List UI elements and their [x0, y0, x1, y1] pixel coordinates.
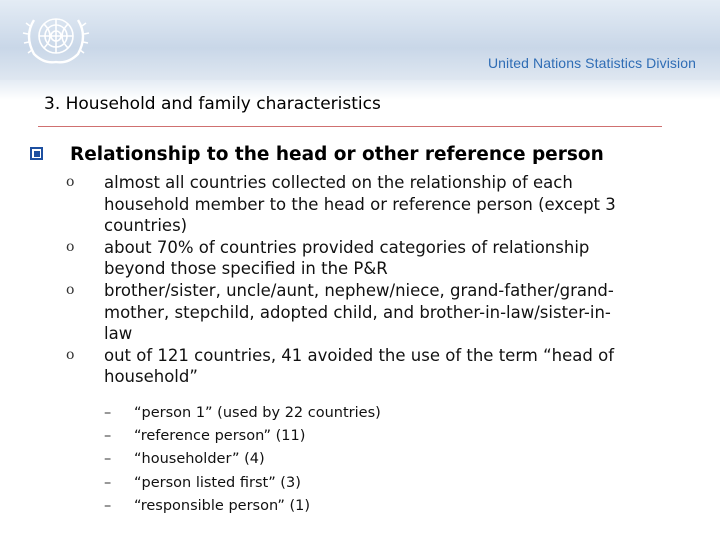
dash-marker: –: [104, 497, 112, 514]
sub-bullet-text: “person listed first” (3): [134, 474, 301, 491]
sub-bullet-item: [104, 448, 664, 471]
bullet-list: [66, 172, 676, 388]
bullet-line: brother/sister, uncle/aunt, nephew/niece, grand-father/grand-: [104, 280, 614, 300]
sub-bullet-item: [104, 495, 664, 518]
bullet-marker: o: [66, 346, 75, 363]
sub-bullet-text: “person 1” (used by 22 countries): [134, 405, 381, 421]
dash-marker: –: [104, 474, 112, 491]
bullet-line: beyond those specified in the P&R: [104, 259, 388, 279]
title-divider: [38, 126, 662, 127]
bullet-marker: o: [66, 174, 75, 190]
bullet-marker: o: [66, 281, 75, 298]
heading-text: Relationship to the head or other reference person: [70, 144, 604, 165]
sub-bullet-item: [104, 402, 664, 425]
checkbox-bullet-icon: [30, 147, 43, 160]
bullet-item: [66, 172, 676, 237]
section-title: 3. Household and family characteristics: [44, 94, 381, 114]
dash-marker: –: [104, 405, 112, 421]
bullet-line: almost all countries collected on the relationship of each: [104, 173, 573, 192]
sub-bullet-list: [104, 402, 664, 518]
dash-marker: –: [104, 428, 112, 445]
bullet-line: law: [104, 324, 133, 344]
bullet-item: [66, 345, 676, 388]
sub-bullet-text: “responsible person” (1): [134, 497, 311, 514]
bullet-item: [66, 237, 676, 280]
bullet-line: countries): [104, 216, 188, 236]
bullet-item: [66, 280, 676, 345]
bullet-line: out of 121 countries, 41 avoided the use of the term “head of: [104, 345, 615, 365]
sub-bullet-item: [104, 472, 664, 495]
sub-bullet-text: “reference person” (11): [134, 428, 306, 445]
un-emblem-icon: [16, 6, 96, 70]
dash-marker: –: [104, 451, 112, 468]
sub-bullet-item: [104, 425, 664, 448]
bullet-line: mother, stepchild, adopted child, and brother-in-law/sister-in-: [104, 302, 611, 322]
division-name: United Nations Statistics Division: [487, 55, 696, 71]
bullet-line: about 70% of countries provided categories of relationship: [104, 237, 590, 257]
sub-bullet-text: “householder” (4): [134, 451, 265, 468]
bullet-marker: o: [66, 238, 75, 255]
bullet-line: household”: [104, 367, 198, 387]
bullet-line: household member to the head or reference person (except 3: [104, 194, 616, 214]
